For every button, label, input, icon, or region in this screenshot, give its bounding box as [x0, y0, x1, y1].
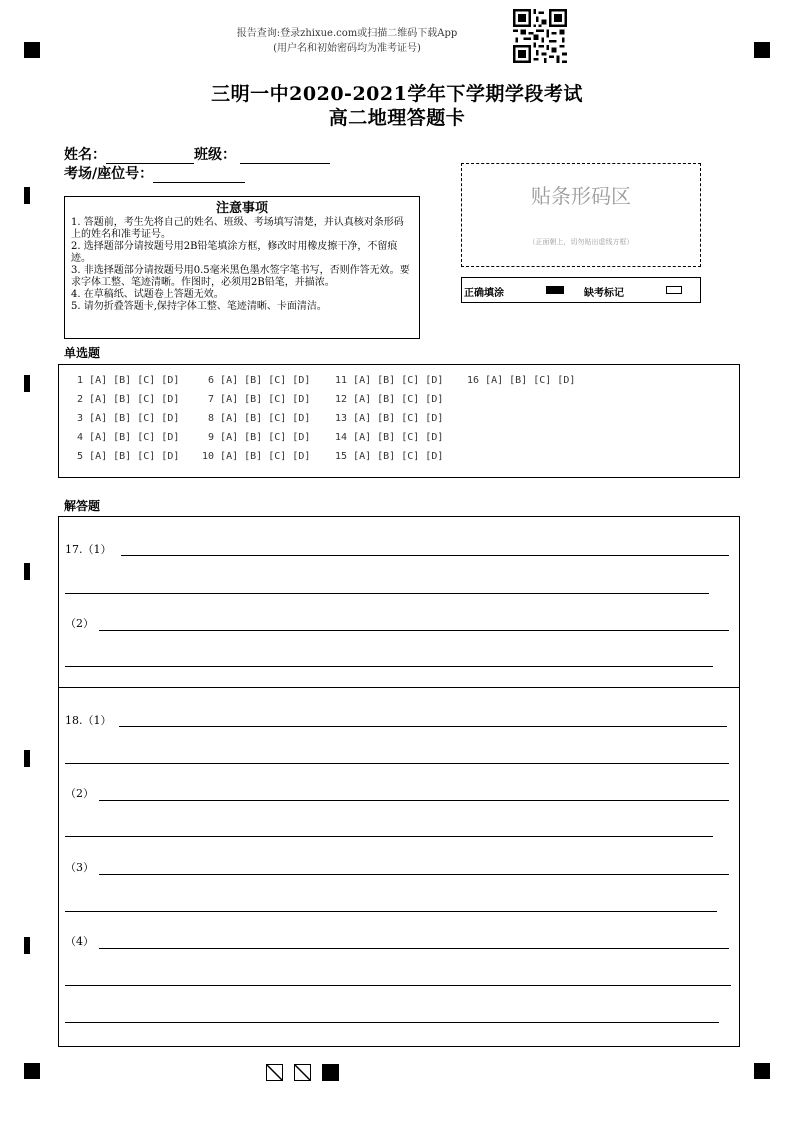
- answer-line: [99, 874, 729, 875]
- choice-row[interactable]: 8 [A] [B] [C] [D]: [202, 413, 311, 424]
- q18-answer-box[interactable]: [58, 687, 740, 1047]
- q18-part4-label: （4）: [65, 935, 94, 948]
- notice-item: 5. 请勿折叠答题卡,保持字体工整、笔迹清晰、卡面清洁。: [71, 301, 327, 312]
- page-code-square-hatched: [294, 1064, 311, 1081]
- login-hint-text: (用户名和初始密码均为准考证号): [273, 43, 421, 54]
- student-info-row-2: [64, 163, 245, 183]
- choice-row[interactable]: 9 [A] [B] [C] [D]: [202, 432, 311, 443]
- q18-part2-label: （2）: [65, 787, 94, 800]
- answer-line: [65, 1022, 719, 1023]
- choice-row[interactable]: 15 [A] [B] [C] [D]: [335, 451, 444, 462]
- side-mark: [24, 750, 30, 767]
- choice-row[interactable]: 5 [A] [B] [C] [D]: [71, 451, 180, 462]
- corner-mark-top-right: [754, 42, 770, 58]
- answer-line: [65, 763, 729, 764]
- side-mark: [24, 187, 30, 204]
- class-label: 班级：: [194, 147, 236, 163]
- answer-line: [65, 911, 717, 912]
- notice-item: 4. 在草稿纸、试题卷上答题无效。: [71, 289, 224, 300]
- side-mark: [24, 563, 30, 580]
- choice-row[interactable]: 11 [A] [B] [C] [D]: [335, 375, 444, 386]
- choice-row[interactable]: 4 [A] [B] [C] [D]: [71, 432, 180, 443]
- choice-row[interactable]: 2 [A] [B] [C] [D]: [71, 394, 180, 405]
- answer-line: [65, 593, 709, 594]
- choice-row[interactable]: 12 [A] [B] [C] [D]: [335, 394, 444, 405]
- answer-line: [99, 948, 729, 949]
- answer-section-title: 解答题: [64, 499, 101, 513]
- answer-line: [99, 630, 729, 631]
- correct-fill-sample: [546, 286, 564, 294]
- student-info-row-1: [64, 144, 330, 164]
- choice-row[interactable]: 6 [A] [B] [C] [D]: [202, 375, 311, 386]
- barcode-area[interactable]: [461, 163, 701, 267]
- choice-row[interactable]: 16 [A] [B] [C] [D]: [467, 375, 576, 386]
- name-label: 姓名：: [64, 147, 106, 163]
- answer-line: [65, 666, 713, 667]
- answer-line: [119, 726, 727, 727]
- name-field[interactable]: [106, 149, 194, 164]
- side-mark: [24, 375, 30, 392]
- choice-row[interactable]: 3 [A] [B] [C] [D]: [71, 413, 180, 424]
- answer-line: [99, 800, 729, 801]
- exam-title: 三明一中2020-2021学年下学期学段考试: [211, 83, 583, 105]
- qr-code-icon[interactable]: [513, 9, 567, 63]
- card-title: 高二地理答题卡: [328, 107, 466, 129]
- correct-fill-label: 正确填涂: [464, 288, 504, 299]
- class-field[interactable]: [240, 149, 330, 164]
- barcode-area-title: 贴条形码区: [531, 184, 631, 208]
- choice-row[interactable]: 13 [A] [B] [C] [D]: [335, 413, 444, 424]
- fill-legend: [461, 277, 701, 303]
- seat-field[interactable]: [153, 168, 245, 183]
- choice-row[interactable]: 10 [A] [B] [C] [D]: [202, 451, 311, 462]
- corner-mark-bottom-left: [24, 1063, 40, 1079]
- choice-row[interactable]: 7 [A] [B] [C] [D]: [202, 394, 311, 405]
- answer-line: [65, 985, 731, 986]
- single-choice-title: 单选题: [64, 346, 101, 360]
- notice-item: 2. 选择题部分请按题号用2B铅笔填涂方框，修改时用橡皮擦干净，不留痕迹。: [71, 241, 398, 264]
- q17-part1-label: 17.（1）: [65, 543, 112, 556]
- q17-answer-box[interactable]: [58, 516, 740, 688]
- page-code-square-filled: [322, 1064, 339, 1081]
- q18-part1-label: 18.（1）: [65, 714, 112, 727]
- side-mark: [24, 937, 30, 954]
- absent-mark-label: 缺考标记: [584, 288, 624, 299]
- single-choice-box: [58, 364, 740, 478]
- absent-mark-checkbox[interactable]: [666, 286, 682, 294]
- q18-part3-label: （3）: [65, 861, 94, 874]
- choice-row[interactable]: 1 [A] [B] [C] [D]: [71, 375, 180, 386]
- notice-item: 3. 非选择题部分请按题号用0.5毫米黑色墨水签字笔书写，否则作答无效。要求字体工整、笔迹清晰。作图时，必须用2B铅笔，并描浓。: [71, 265, 410, 288]
- corner-mark-bottom-right: [754, 1063, 770, 1079]
- barcode-area-hint: （正面朝上，切勿贴出虚线方框）: [528, 238, 634, 246]
- answer-line: [65, 836, 713, 837]
- notice-title: 注意事项: [215, 201, 268, 216]
- choice-row[interactable]: 14 [A] [B] [C] [D]: [335, 432, 444, 443]
- q17-part2-label: （2）: [65, 617, 94, 630]
- seat-label: 考场/座位号：: [64, 166, 154, 182]
- notice-item: 1. 答题前，考生先将自己的姓名、班级、考场填写清楚，并认真核对条形码上的姓名和准考证号。: [71, 217, 404, 240]
- report-query-text: 报告查询:登录zhixue.com或扫描二维码下载App: [236, 28, 458, 39]
- page-code-square-hatched: [266, 1064, 283, 1081]
- answer-line: [121, 555, 729, 556]
- notice-box: [64, 196, 420, 339]
